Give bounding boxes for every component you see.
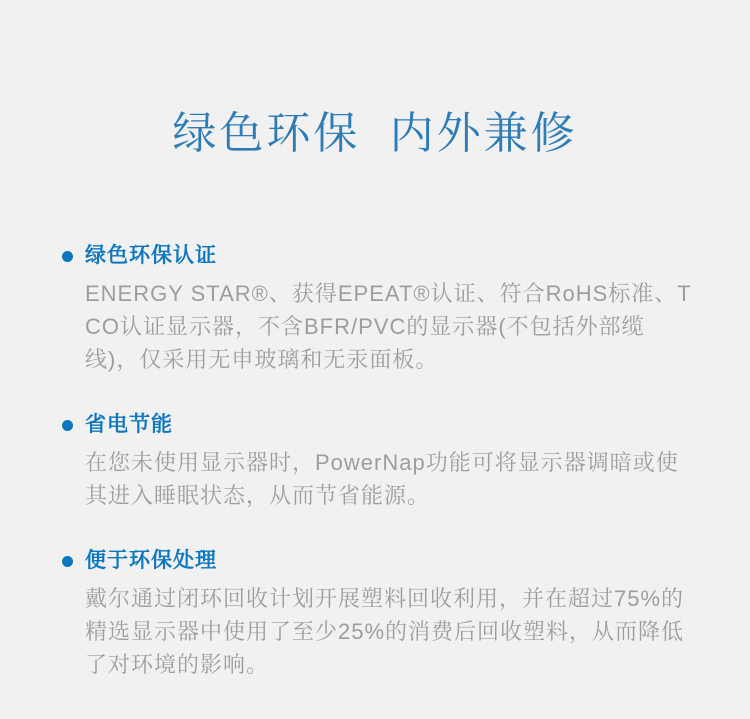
- bullet-dot-icon: [62, 556, 73, 567]
- bullet-dot-icon: [62, 420, 73, 431]
- feature-header: [62, 242, 698, 270]
- feature-item-power-saving: [62, 411, 698, 512]
- feature-header: [62, 547, 698, 575]
- feature-description: 戴尔通过闭环回收计划开展塑料回收利用，并在超过75%的精选显示器中使用了至少25%的消费后回收塑料，从而降低了对环境的影响。: [85, 586, 685, 677]
- feature-list: [62, 242, 698, 681]
- feature-heading: 省电节能: [85, 413, 173, 436]
- feature-heading: 便于环保处理: [85, 549, 217, 572]
- feature-description: 在您未使用显示器时，PowerNap功能可将显示器调暗或使其进入睡眠状态，从而节省能源。: [85, 450, 679, 508]
- feature-header: [62, 411, 698, 439]
- feature-item-recycling: [62, 547, 698, 681]
- feature-item-eco-certification: [62, 242, 698, 376]
- feature-heading: 绿色环保认证: [85, 244, 217, 267]
- page-title: 绿色环保 内外兼修: [172, 109, 578, 158]
- bullet-dot-icon: [62, 251, 73, 262]
- feature-description: ENERGY STAR®、获得EPEAT®认证、符合RoHS标准、TCO认证显示器，不含BFR/PVC的显示器(不包括外部缆线)，仅采用无申玻璃和无汞面板。: [85, 281, 692, 372]
